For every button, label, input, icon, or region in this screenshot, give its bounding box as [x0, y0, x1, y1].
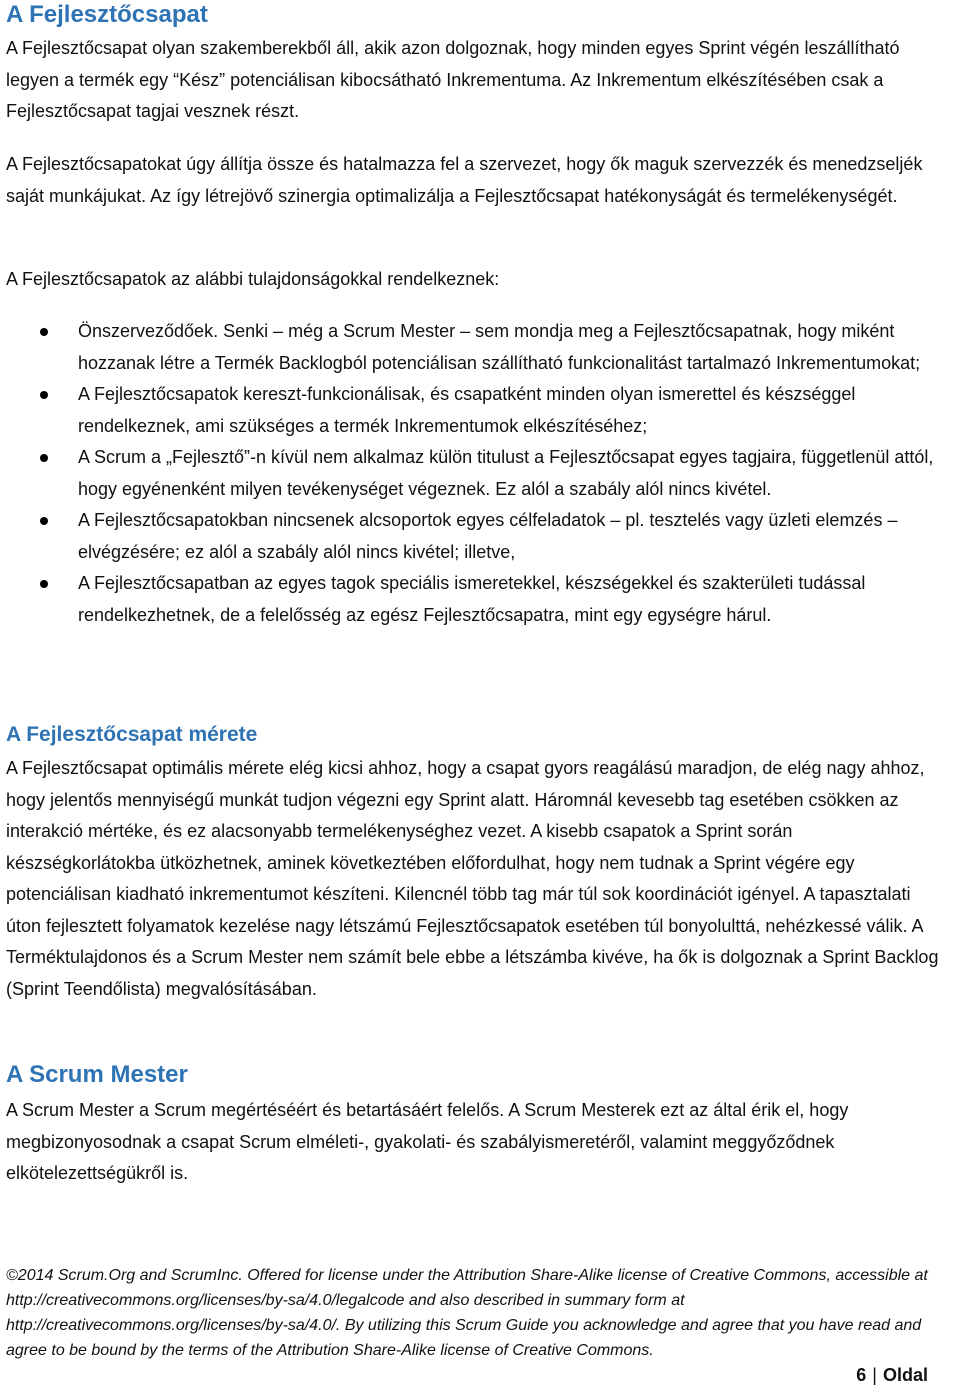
list-item: [0, 568, 948, 631]
page-number-separator: |: [872, 1365, 877, 1385]
bullet-icon: [40, 454, 48, 462]
paragraph: [0, 1095, 948, 1190]
list-item-text: A Fejlesztőcsapatokban nincsenek alcsoportok egyes célfeladatok – pl. tesztelés vagy üzleti elemzés – elvégzésére; ez alól a szabály alól nincs kivétel; illetve,: [78, 510, 898, 562]
paragraph-text: A Scrum Mester a Scrum megértéséért és betartásáért felelős. A Scrum Mesterek ezt az által érik el, hogy megbizonyosodnak a csapat Scrum elméleti-, gyakolati- és szabályismeretéről, valamint meggyőződnek elkötelezettségükről is.: [6, 1100, 849, 1183]
paragraph-text: A Fejlesztőcsapat olyan szakemberekből áll, akik azon dolgoznak, hogy minden egyes Sprint végén leszállítható legyen a termék egy “Kész” potenciálisan kibocsátható Inkrementuma. Az Inkrementum elkészítésében csak a Fejlesztőcsapat tagjai vesznek részt.: [6, 38, 900, 121]
list-item: [0, 316, 948, 379]
bullet-icon: [40, 580, 48, 588]
list-item: [0, 442, 948, 505]
section-fejlesztocsapat-merete: [0, 720, 948, 750]
list-item: [0, 505, 948, 568]
page-number: [856, 1362, 928, 1388]
bullet-icon: [40, 391, 48, 399]
paragraph: [0, 753, 948, 1005]
paragraph: [0, 149, 948, 212]
page-number-value: 6: [856, 1365, 867, 1385]
paragraph-text: A Fejlesztőcsapatokat úgy állítja össze és hatalmazza fel a szervezet, hogy ők maguk szervezzék és menedzseljék saját munkájukat. Az így létrejövő szinergia optimalizálja a Fejlesztőcsapat hatékonyságát és termelékenységét.: [6, 154, 923, 206]
list-item: [0, 379, 948, 442]
list-item-text: Önszerveződőek. Senki – még a Scrum Mester – sem mondja meg a Fejlesztőcsapatnak, hogy miként hozzanak létre a Termék Backlogból potenciálisan szállítható funkcionalitást tartalmazó Inkrementumokat;: [78, 321, 921, 373]
page-label: Oldal: [882, 1365, 928, 1385]
paragraph-text: A Fejlesztőcsapatok az alábbi tulajdonságokkal rendelkeznek:: [6, 269, 500, 289]
bullet-icon: [40, 328, 48, 336]
list-item-text: A Scrum a „Fejlesztő”-n kívül nem alkalmaz külön titulust a Fejlesztőcsapat egyes tagjaira, függetlenül attól, hogy egyénenként milyen tevékenységet végeznek. Ez alól a szabály alól nincs kivétel.: [78, 447, 934, 499]
list-item-text: A Fejlesztőcsapatok kereszt-funkcionálisak, és csapatként minden olyan ismerettel és készséggel rendelkeznek, ami szükséges a termék Inkrementumok elkészítéséhez;: [78, 384, 856, 436]
paragraph-text: A Fejlesztőcsapat optimális mérete elég kicsi ahhoz, hogy a csapat gyors reagálású maradjon, de elég nagy ahhoz, hogy jelentős mennyiségű munkát tudjon végezni egy Sprint alatt. Háromnál kevesebb tag esetében csökken az interakció mértéke, és ez alacsonyabb termelékenységhez vezet. A kisebb csapatok a Sprint során készségkorlátokba ütközhetnek, aminek következtében előfordulhat, hogy nem tudnak a Sprint végére egy potenciálisan kiadható inkrementumot készíteni. Kilencnél több tag már túl sok koordinációt igényel. A tapasztalati úton fejlesztett folyamatok kezelése nagy létszámú Fejlesztőcsapatok esetében túl bonyolulttá, nehézkessé válik. A Terméktulajdonos és a Scrum Mester nem számít bele ebbe a létszámba kivéve, ha ők is dolgoznak a Sprint Backlog (Sprint Teendőlista) megvalósításában.: [6, 758, 939, 999]
paragraph: [0, 33, 948, 128]
paragraph: [0, 264, 948, 296]
section-heading-fejlesztocsapat: A Fejlesztőcsapat: [6, 1, 208, 28]
section-scrum-mester: [0, 1059, 948, 1091]
section-heading-meret: A Fejlesztőcsapat mérete: [6, 723, 258, 746]
bullet-icon: [40, 517, 48, 525]
bullet-list: [0, 316, 948, 631]
section-heading-scrum-mester: A Scrum Mester: [6, 1061, 188, 1088]
license-text: ©2014 Scrum.Org and ScrumInc. Offered for license under the Attribution Share-Alike license of Creative Commons, accessible at http://creativecommons.org/licenses/by-sa/4.0/legalcode and also described in summary form at http://creativecommons.org/licenses/by-sa/4.0/. By utilizing this Scrum Guide you acknowledge and agree that you have read and agree to be bound by the terms of the Attribution Share-Alike license of Creative Commons.: [6, 1267, 928, 1359]
license-footer: [0, 1263, 960, 1363]
list-item-text: A Fejlesztőcsapatban az egyes tagok speciális ismeretekkel, készségekkel és szakterületi tudással rendelkezhetnek, de a felelősség az egész Fejlesztőcsapatra, mint egy egységre hárul.: [78, 573, 866, 625]
